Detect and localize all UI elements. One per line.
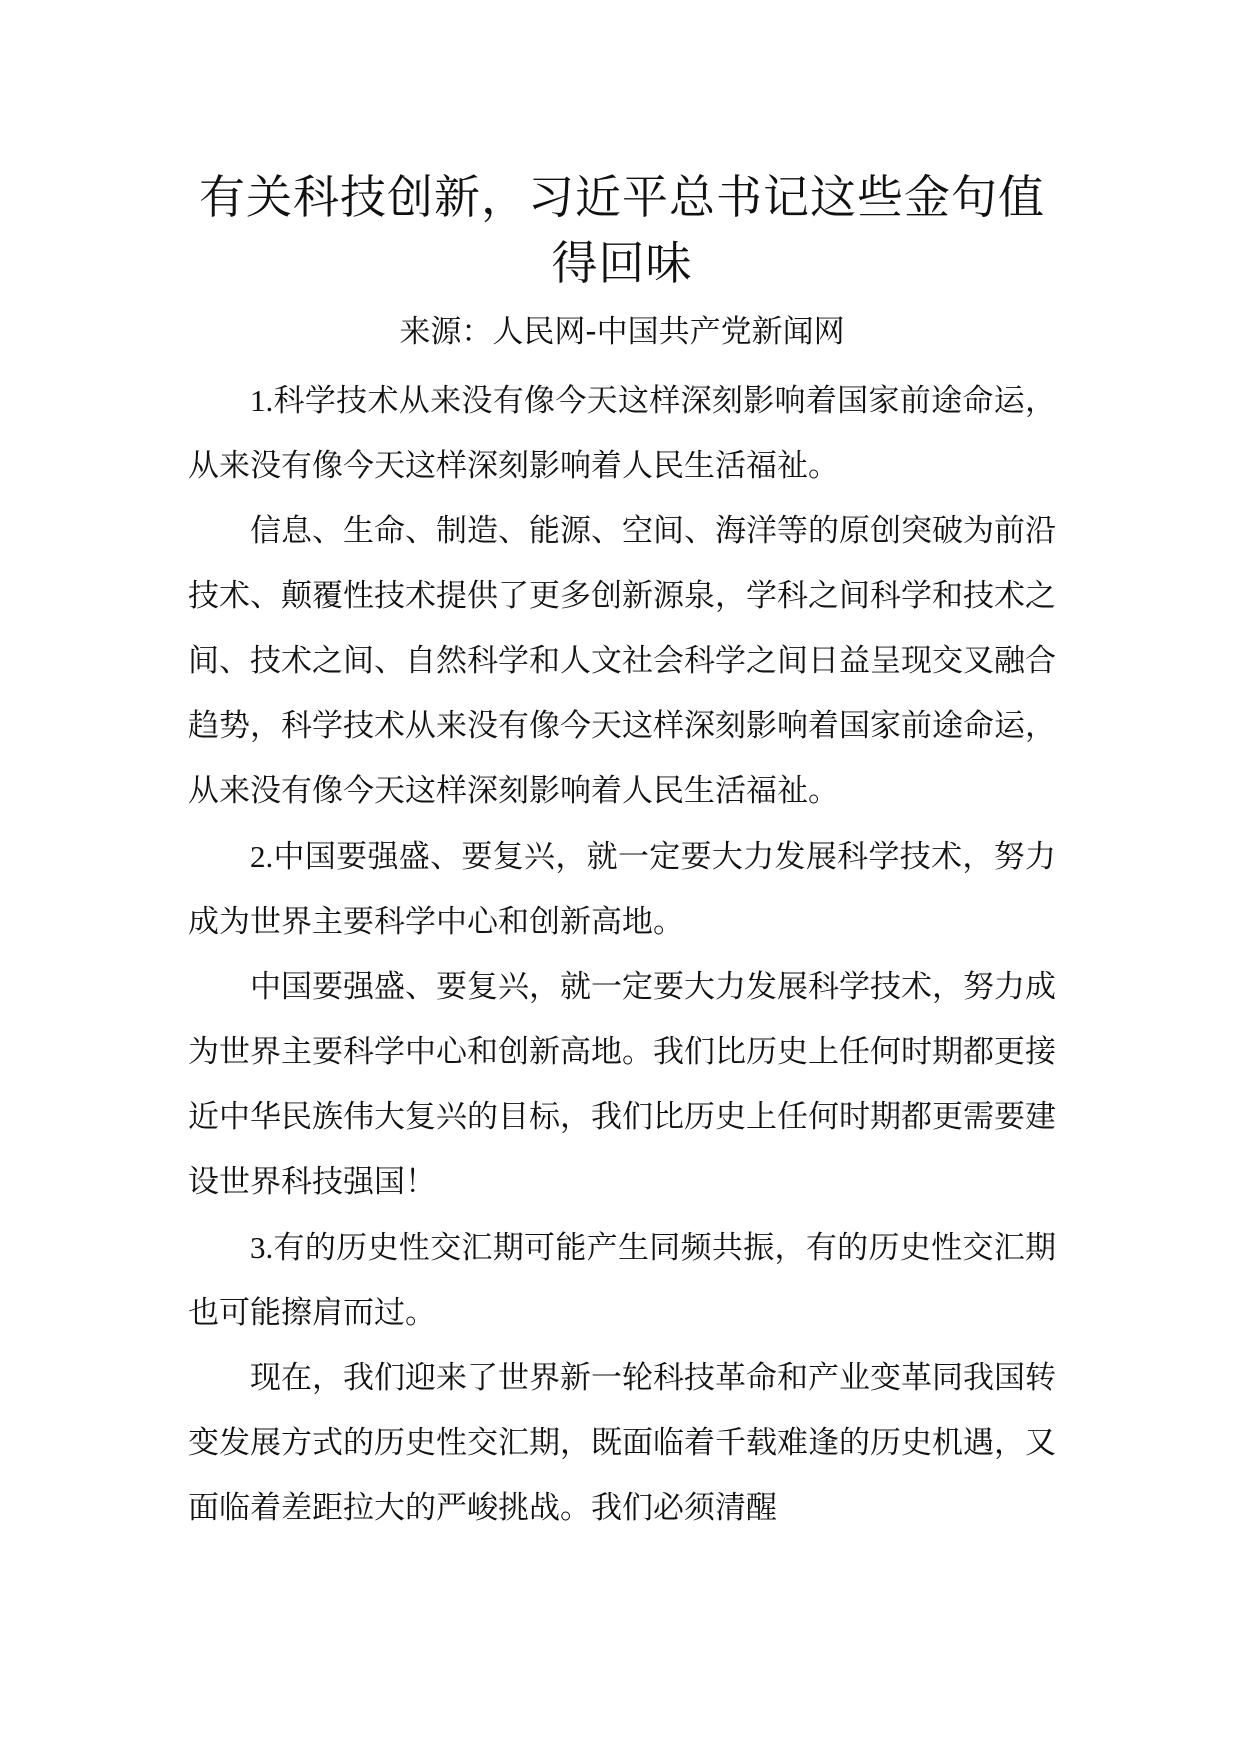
paragraph-3 — [188, 824, 1056, 955]
paragraph-number: 1. — [250, 383, 274, 418]
paragraph-text: 科学技术从来没有像今天这样深刻影响着国家前途命运，从来没有像今天这样深刻影响着人民生活福祉。 — [188, 383, 1056, 484]
paragraph-text: 中国要强盛、要复兴，就一定要大力发展科学技术，努力成为世界主要科学中心和创新高地。 — [188, 839, 1056, 940]
paragraph-1 — [188, 368, 1056, 499]
paragraph-text: 中国要强盛、要复兴，就一定要大力发展科学技术，努力成为世界主要科学中心和创新高地。我们比历史上任何时期都更接近中华民族伟大复兴的目标，我们比历史上任何时期都更需要建设世界科技强国！ — [188, 969, 1056, 1200]
paragraph-number: 2. — [250, 839, 274, 874]
document-title: 有关科技创新，习近平总书记这些金句值得回味 — [199, 170, 1045, 290]
paragraph-4 — [188, 955, 1056, 1215]
paragraph-text: 有的历史性交汇期可能产生同频共振，有的历史性交汇期也可能擦肩而过。 — [188, 1230, 1056, 1331]
paragraph-text: 现在，我们迎来了世界新一轮科技革命和产业变革同我国转变发展方式的历史性交汇期，既面临着千载难逢的历史机遇，又面临着差距拉大的严峻挑战。我们必须清醒 — [188, 1360, 1056, 1526]
paragraph-text: 信息、生命、制造、能源、空间、海洋等的原创突破为前沿技术、颠覆性技术提供了更多创新源泉，学科之间科学和技术之间、技术之间、自然科学和人文社会科学之间日益呈现交叉融合趋势，科学技术从来没有像今天这样深刻影响着国家前途命运，从来没有像今天这样深刻影响着人民生活福祉。 — [188, 513, 1056, 809]
paragraph-2 — [188, 499, 1056, 824]
paragraph-5 — [188, 1215, 1056, 1346]
paragraph-6 — [188, 1346, 1056, 1541]
paragraph-number: 3. — [250, 1230, 274, 1265]
document-page — [188, 164, 1056, 1541]
document-source: 来源：人民网-中国共产党新闻网 — [399, 314, 845, 350]
